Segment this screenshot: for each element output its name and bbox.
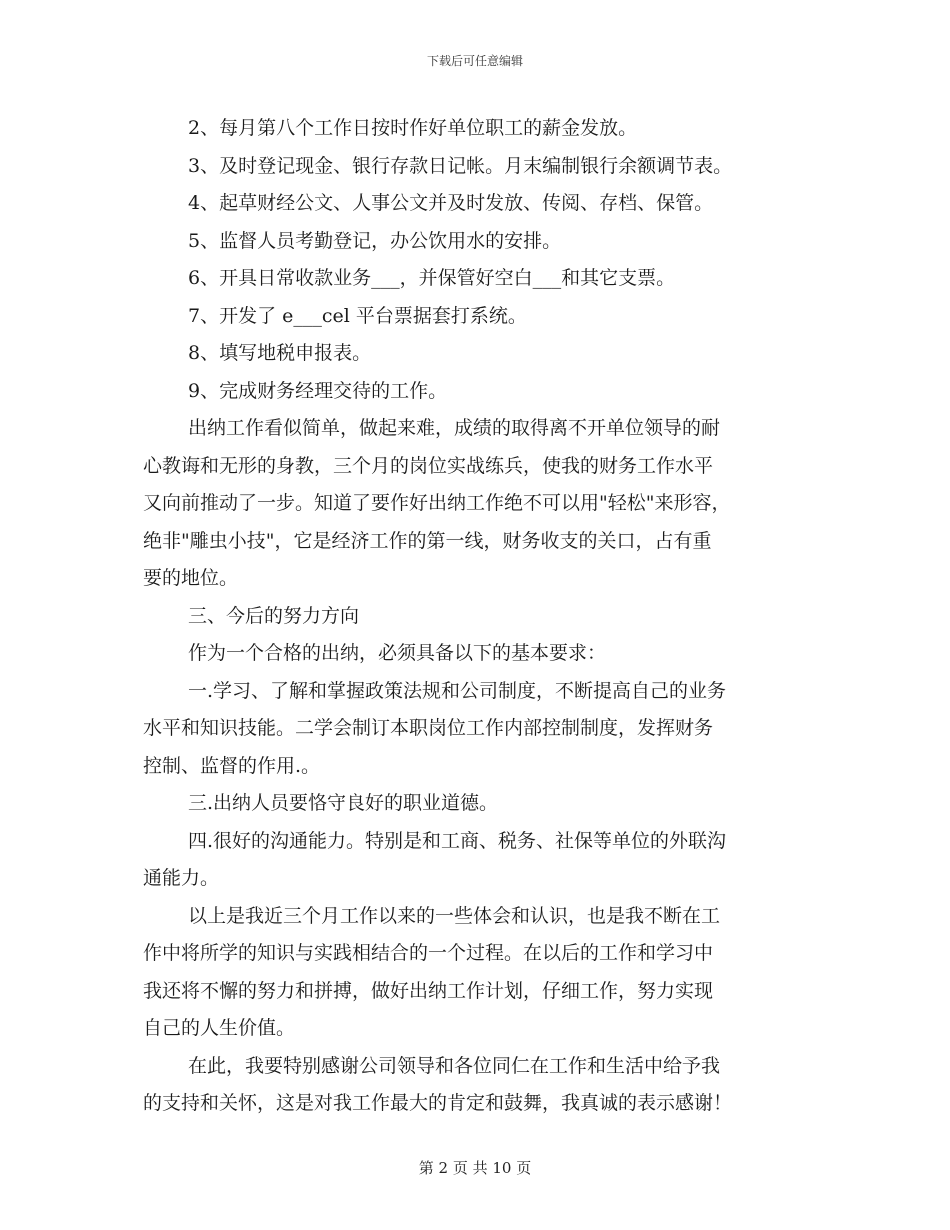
list-item: 6、开具日常收款业务___，并保管好空白___和其它支票。: [188, 267, 676, 289]
paragraph-line: 以上是我近三个月工作以来的一些体会和认识，也是我不断在工: [188, 904, 721, 927]
paragraph-line: 自己的人生价值。: [143, 1017, 296, 1039]
paragraph-line: 出纳工作看似简单，做起来难，成绩的取得离不开单位领导的耐: [188, 417, 721, 439]
page-footer: 第 2 页 共 10 页: [418, 1159, 532, 1177]
paragraph-line: 作为一个合格的出纳，必须具备以下的基本要求：: [188, 642, 607, 664]
paragraph-line: 三.出纳人员要恪守良好的职业道德。: [188, 792, 499, 814]
paragraph-line: 绝非"雕虫小技"，它是经济工作的第一线，财务收支的关口，占有重: [143, 529, 712, 552]
paragraph-line: 控制、监督的作用.。: [143, 754, 321, 777]
list-item: 4、起草财经公文、人事公文并及时发放、传阅、存档、保管。: [188, 192, 714, 214]
list-item: 5、监督人员考勤登记，办公饮用水的安排。: [188, 229, 562, 252]
paragraph-line: 我还将不懈的努力和拼搏，做好出纳工作计划，仔细工作，努力实现: [143, 979, 714, 1002]
paragraph-line: 一.学习、了解和掌握政策法规和公司制度，不断提高自己的业务: [188, 679, 727, 702]
document-body: [143, 110, 808, 1123]
paragraph-line: 作中将所学的知识与实践相结合的一个过程。在以后的工作和学习中: [143, 942, 714, 964]
page-header: 下载后可任意编辑: [426, 54, 523, 68]
list-item: 7、开发了 e___cel 平台票据套打系统。: [188, 304, 527, 327]
paragraph-line: 水平和知识技能。二学会制订本职岗位工作内部控制制度，发挥财务: [143, 717, 714, 739]
paragraph-line: 通能力。: [143, 867, 220, 889]
list-item: 9、完成财务经理交待的工作。: [188, 379, 448, 402]
paragraph-line: 心教诲和无形的身教，三个月的岗位实战练兵，使我的财务工作水平: [143, 454, 714, 477]
list-item: 2、每月第八个工作日按时作好单位职工的薪金发放。: [188, 117, 638, 139]
list-item: 8、填写地税申报表。: [188, 342, 372, 364]
paragraph-line: 要的地位。: [143, 567, 239, 589]
section-heading: 三、今后的努力方向: [188, 604, 360, 627]
paragraph-line: 四.很好的沟通能力。特别是和工商、税务、社保等单位的外联沟: [188, 829, 727, 852]
paragraph-line: 的支持和关怀，这是对我工作最大的肯定和鼓舞，我真诚的表示感谢！: [143, 1092, 733, 1114]
paragraph-line: 又向前推动了一步。知道了要作好出纳工作绝不可以用"轻松"来形容，: [143, 492, 731, 514]
list-item: 3、及时登记现金、银行存款日记帐。月末编制银行余额调节表。: [188, 154, 733, 177]
paragraph-line: 在此，我要特别感谢公司领导和各位同仁在工作和生活中给予我: [188, 1054, 721, 1077]
